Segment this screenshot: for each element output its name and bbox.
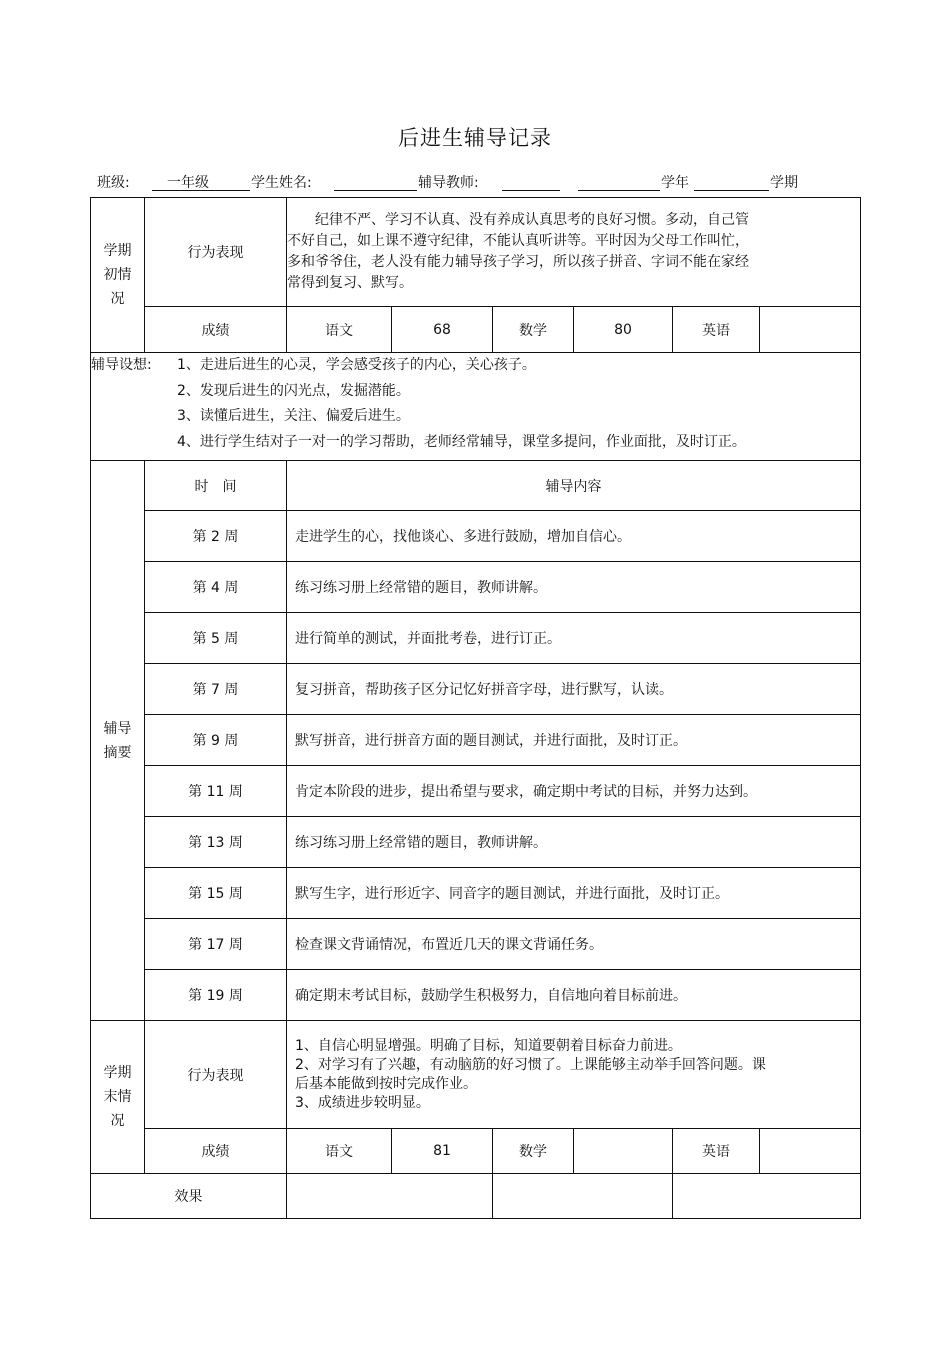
year-underline — [578, 190, 660, 191]
end-english-score — [760, 1129, 861, 1174]
end-behavior-label: 行为表现 — [145, 1021, 287, 1129]
student-underline — [334, 190, 417, 191]
term-label: 学期 — [770, 175, 798, 191]
content-cell: 复习拼音，帮助孩子区分记忆好拼音字母，进行默写，认读。 — [287, 664, 861, 715]
plan-label: 辅导设想: — [91, 357, 152, 373]
table-row — [91, 613, 861, 664]
plan-cell — [91, 353, 861, 461]
plan-row — [91, 353, 861, 461]
summary-section-label: 辅导 摘要 — [91, 461, 145, 1021]
end-math-score — [574, 1129, 673, 1174]
table-row — [91, 766, 861, 817]
class-value: 一年级 — [167, 175, 209, 191]
start-behavior-text: 纪律不严、学习不认真、没有养成认真思考的良好习惯。多动，自己管 不好自己，如上课不遵守纪律，不能认真听讲等。平时因为父母工作叫忙， 多和爷爷住，老人没有能力辅导孩子学习，所以孩子拼音、字词不能在家经 常得到复习、默写。 — [287, 198, 861, 307]
end-grades-row — [91, 1129, 861, 1174]
student-label: 学生姓名: — [251, 175, 312, 191]
content-header: 辅导内容 — [287, 461, 861, 511]
table-row — [91, 562, 861, 613]
page-title: 后进生辅导记录 — [398, 126, 552, 150]
record-table — [90, 197, 861, 1219]
week-cell: 第 13 周 — [145, 817, 287, 868]
content-cell: 肯定本阶段的进步，提出希望与要求，确定期中考试的目标，并努力达到。 — [287, 766, 861, 817]
content-cell: 进行简单的测试，并面批考卷，进行订正。 — [287, 613, 861, 664]
effect-row — [91, 1174, 861, 1219]
end-behavior-text: 1、自信心明显增强。明确了目标，知道要朝着目标奋力前进。 2、对学习有了兴趣，有动脑筋的好习惯了。上课能够主动举手回答问题。课 后基本能做到按时完成作业。 3、成绩进步较明显。 — [287, 1021, 861, 1129]
content-cell: 确定期末考试目标，鼓励学生积极努力，自信地向着目标前进。 — [287, 970, 861, 1021]
table-row — [91, 919, 861, 970]
week-cell: 第 9 周 — [145, 715, 287, 766]
table-row — [91, 970, 861, 1021]
year-label: 学年 — [661, 175, 689, 191]
week-cell: 第 17 周 — [145, 919, 287, 970]
summary-header-row — [91, 461, 861, 511]
plan-item: 1、走进后进生的心灵，学会感受孩子的内心，关心孩子。 — [177, 357, 536, 373]
start-grades-label: 成绩 — [145, 307, 287, 353]
content-cell: 默写拼音，进行拼音方面的题目测试，并进行面批，及时订正。 — [287, 715, 861, 766]
plan-item: 2、发现后进生的闪光点，发掘潜能。 — [177, 382, 410, 399]
content-cell: 练习练习册上经常错的题目，教师讲解。 — [287, 817, 861, 868]
end-chinese-score: 81 — [392, 1129, 493, 1174]
start-math-label: 数学 — [493, 307, 574, 353]
effect-cell — [673, 1174, 861, 1219]
teacher-underline — [502, 190, 560, 191]
start-english-label: 英语 — [673, 307, 760, 353]
week-cell: 第 7 周 — [145, 664, 287, 715]
table-row — [91, 664, 861, 715]
end-math-label: 数学 — [493, 1129, 574, 1174]
effect-cell — [287, 1174, 493, 1219]
end-chinese-label: 语文 — [287, 1129, 392, 1174]
content-cell: 练习练习册上经常错的题目，教师讲解。 — [287, 562, 861, 613]
week-cell: 第 19 周 — [145, 970, 287, 1021]
week-cell: 第 2 周 — [145, 511, 287, 562]
start-behavior-row — [91, 198, 861, 307]
class-label: 班级: — [97, 175, 130, 191]
start-section-label: 学期 初情 况 — [91, 198, 145, 353]
start-grades-row — [91, 307, 861, 353]
time-header: 时 间 — [145, 461, 287, 511]
start-math-score: 80 — [574, 307, 673, 353]
content-cell: 检查课文背诵情况，布置近几天的课文背诵任务。 — [287, 919, 861, 970]
end-grades-label: 成绩 — [145, 1129, 287, 1174]
table-row — [91, 817, 861, 868]
table-row — [91, 511, 861, 562]
week-cell: 第 5 周 — [145, 613, 287, 664]
end-english-label: 英语 — [673, 1129, 760, 1174]
table-row — [91, 868, 861, 919]
term-underline — [694, 190, 769, 191]
content-cell: 默写生字，进行形近字、同音字的题目测试，并进行面批，及时订正。 — [287, 868, 861, 919]
start-chinese-score: 68 — [392, 307, 493, 353]
class-underline — [152, 190, 250, 191]
start-english-score — [760, 307, 861, 353]
start-chinese-label: 语文 — [287, 307, 392, 353]
start-behavior-label: 行为表现 — [145, 198, 287, 307]
week-cell: 第 11 周 — [145, 766, 287, 817]
end-section-label: 学期 末情 况 — [91, 1021, 145, 1174]
week-cell: 第 15 周 — [145, 868, 287, 919]
effect-cell — [493, 1174, 673, 1219]
week-cell: 第 4 周 — [145, 562, 287, 613]
content-cell: 走进学生的心，找他谈心、多进行鼓励，增加自信心。 — [287, 511, 861, 562]
teacher-label: 辅导教师: — [418, 175, 479, 191]
effect-label: 效果 — [91, 1174, 287, 1219]
end-behavior-row — [91, 1021, 861, 1129]
table-row — [91, 715, 861, 766]
plan-item: 3、读懂后进生，关注、偏爱后进生。 — [177, 408, 410, 424]
plan-item: 4、进行学生结对子一对一的学习帮助，老师经常辅导，课堂多提问，作业面批，及时订正。 — [177, 433, 746, 450]
